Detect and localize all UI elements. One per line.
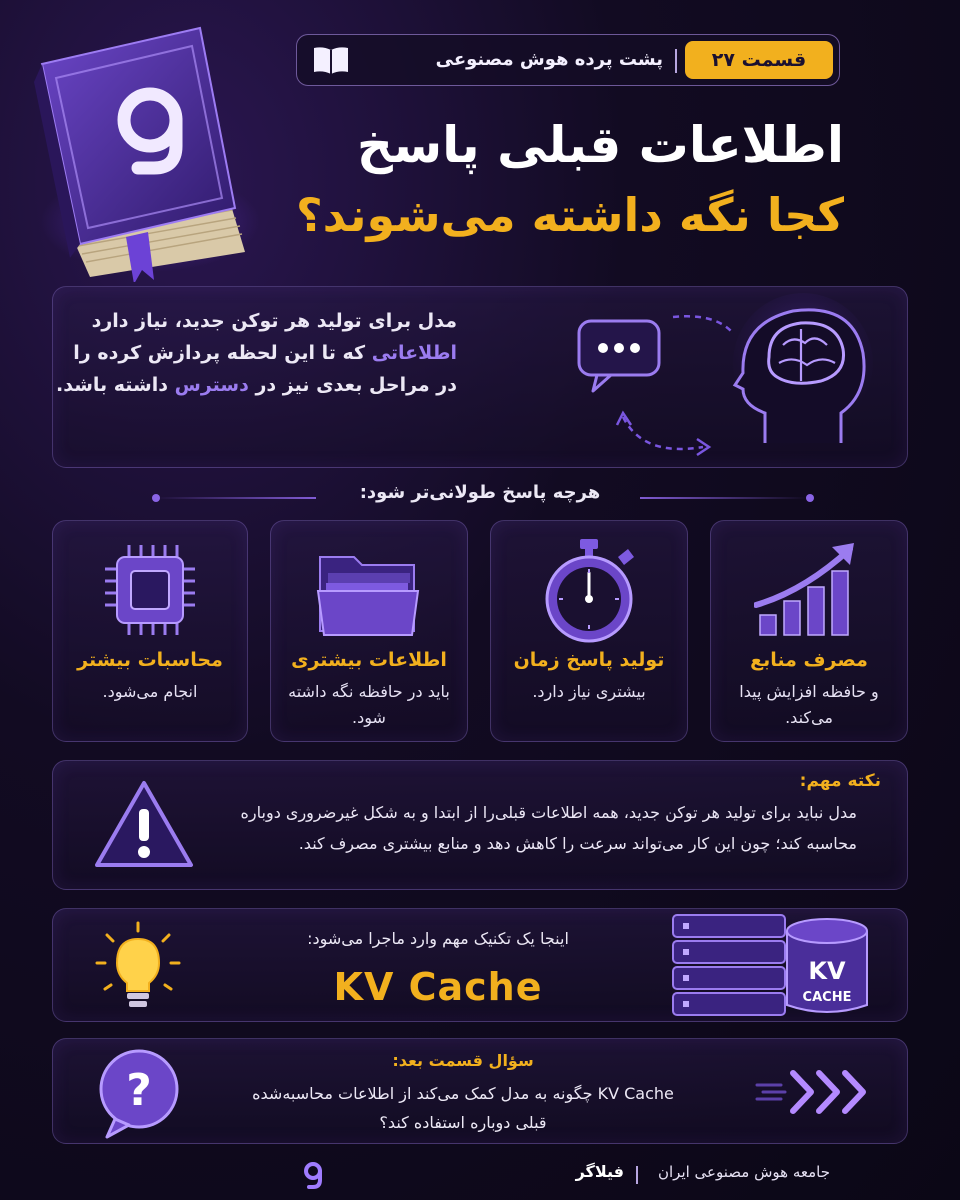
card-memory	[270, 520, 468, 742]
stopwatch-icon	[534, 535, 644, 645]
kv-panel	[52, 908, 908, 1022]
db-label-top: KV	[808, 957, 846, 985]
intro-line-3-end: داشته باشد.	[56, 374, 175, 396]
intro-line-2	[37, 337, 457, 369]
intro-line-3-start: در مراحل بعدی نیز در	[248, 374, 457, 396]
db-label-bottom: CACHE	[802, 990, 852, 1005]
note-text: مدل نباید برای تولید هر توکن جدید، همه اطلاعات قبلی‌را از ابتدا و به شکل غیرضروری دوباره محاسبه کند؛ چون این کار می‌تواند سرعت را کاهش دهد و منابع بیشتری مصرف کند.	[240, 803, 857, 853]
page-title-line2: کجا نگه داشته می‌شوند؟	[295, 188, 844, 242]
note-panel	[52, 760, 908, 890]
question-text: KV Cache چگونه به مدل کمک می‌کند از اطلاعات محاسبه‌شده قبلی دوباره استفاده کند؟	[252, 1084, 674, 1132]
episode-badge: قسمت ۲۷	[685, 41, 833, 79]
footer-divider	[636, 1166, 638, 1184]
card-resources	[710, 520, 908, 742]
intro-line-3	[37, 369, 457, 401]
page-title-line1: اطلاعات قبلی پاسخ	[356, 116, 844, 174]
next-question-panel	[52, 1038, 908, 1144]
card-title: اطلاعات بیشتری	[291, 649, 447, 671]
card-text: بیشتری نیاز دارد.	[532, 682, 646, 701]
card-text: انجام می‌شود.	[102, 682, 198, 701]
intro-highlight-1: اطلاعاتی	[371, 342, 457, 364]
folder-icon	[314, 535, 424, 645]
question-bubble-icon	[93, 1047, 189, 1139]
kv-term: KV Cache	[333, 965, 543, 1009]
card-title: مصرف منابع	[750, 649, 868, 671]
series-title: پشت پرده هوش مصنوعی	[435, 49, 663, 70]
card-title: تولید پاسخ زمان	[513, 649, 665, 671]
card-computation	[52, 520, 248, 742]
database-icon	[781, 915, 873, 1021]
warning-icon	[89, 775, 199, 875]
intro-text	[37, 305, 457, 401]
header-pill	[296, 34, 840, 86]
footer-org: جامعه هوش مصنوعی ایران	[657, 1163, 830, 1181]
book-logo-icon	[30, 22, 260, 282]
section-heading: هرچه پاسخ طولانی‌تر شود:	[359, 482, 601, 503]
chip-icon	[95, 535, 205, 645]
open-book-icon	[311, 44, 351, 76]
footer	[0, 1160, 960, 1190]
card-time	[490, 520, 688, 742]
server-icon	[665, 909, 795, 1023]
growth-chart-icon	[754, 535, 864, 645]
svg-text:?: ?	[126, 1065, 152, 1116]
intro-line-1: مدل برای تولید هر توکن جدید، نیاز دارد	[91, 310, 457, 332]
footer-brand: فیلاگر	[575, 1162, 624, 1181]
card-text: باید در حافظه نگه داشته شود.	[288, 682, 450, 727]
kv-intro: اینجا یک تکنیک مهم وارد ماجرا می‌شود:	[307, 929, 569, 948]
arrows-icon	[753, 1067, 883, 1117]
card-text: و حافظه افزایش پیدا می‌کند.	[739, 682, 879, 727]
brain-head-icon	[713, 293, 883, 463]
intro-panel	[52, 286, 908, 468]
header-divider	[675, 49, 677, 73]
brand-logo-icon	[300, 1160, 328, 1190]
note-heading: نکته مهم:	[799, 771, 881, 791]
intro-line-2-rest: که تا این لحظه پردازش کرده را	[73, 342, 372, 364]
intro-highlight-2: دسترس	[174, 374, 249, 396]
lightbulb-icon	[93, 919, 183, 1015]
card-title: محاسبات بیشتر	[77, 649, 223, 671]
question-heading: سؤال قسمت بعد:	[392, 1051, 534, 1070]
